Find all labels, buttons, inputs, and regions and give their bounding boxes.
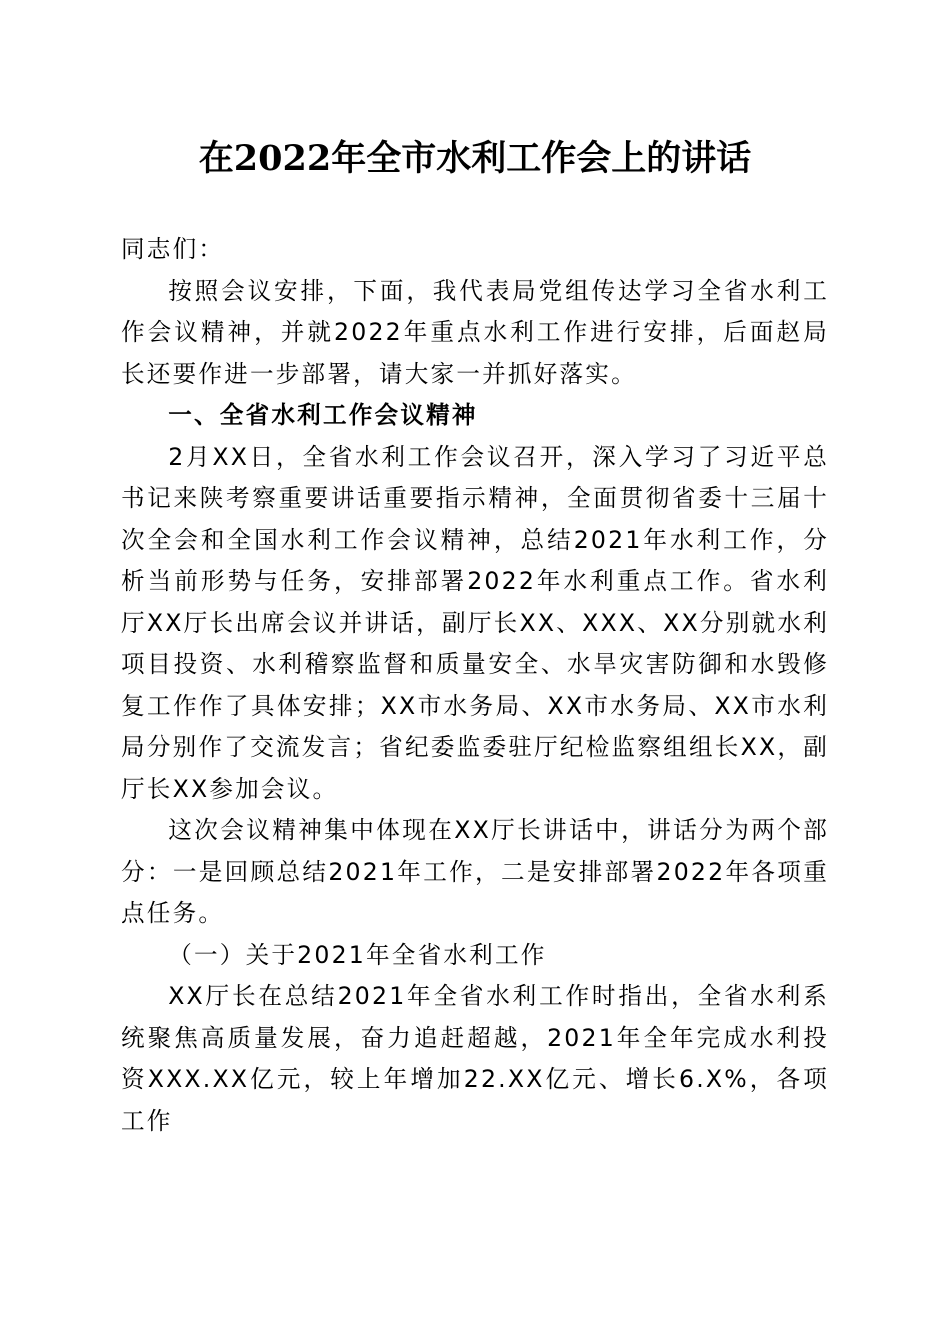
section1-paragraph-2: 这次会议精神集中体现在XX厅长讲话中，讲话分为两个部分：一是回顾总结2021年工作，二是安排部署2022年各项重点任务。 xyxy=(121,816,829,927)
document-title: 在2022年全市水利工作会上的讲话 xyxy=(198,138,752,179)
section-heading-1: 一、全省水利工作会议精神 xyxy=(168,401,478,429)
salutation: 同志们： xyxy=(121,235,225,263)
subsection-heading-1: （一）关于2021年全省水利工作 xyxy=(168,940,547,969)
subsection1-paragraph-1: XX厅长在总结2021年全省水利工作时指出，全省水利系统聚焦高质量发展，奋力追赶超越，2021年全年完成水利投资XXX.XX亿元，较上年增加22.XX亿元、增长6.X%，各项工作 xyxy=(121,982,829,1135)
intro-paragraph: 按照会议安排，下面，我代表局党组传达学习全省水利工作会议精神，并就2022年重点水利工作进行安排，后面赵局长还要作进一步部署，请大家一并抓好落实。 xyxy=(121,276,829,388)
section1-paragraph-1: 2月XX日，全省水利工作会议召开，深入学习了习近平总书记来陕考察重要讲话重要指示精神，全面贯彻省委十三届十次全会和全国水利工作会议精神，总结2021年水利工作，分析当前形势与任务，安排部署2022年水利重点工作。省水利厅XX厅长出席会议并讲话，副厅长XX、XXX、XX分别就水利项目投资、水利稽察监督和质量安全、水旱灾害防御和水毁修复工作作了具体安排；XX市水务局、XX市水务局、XX市水利局分别作了交流发言；省纪委监委驻厅纪检监察组组长XX，副厅长XX参加会议。 xyxy=(121,442,829,803)
document-body xyxy=(121,229,829,1142)
